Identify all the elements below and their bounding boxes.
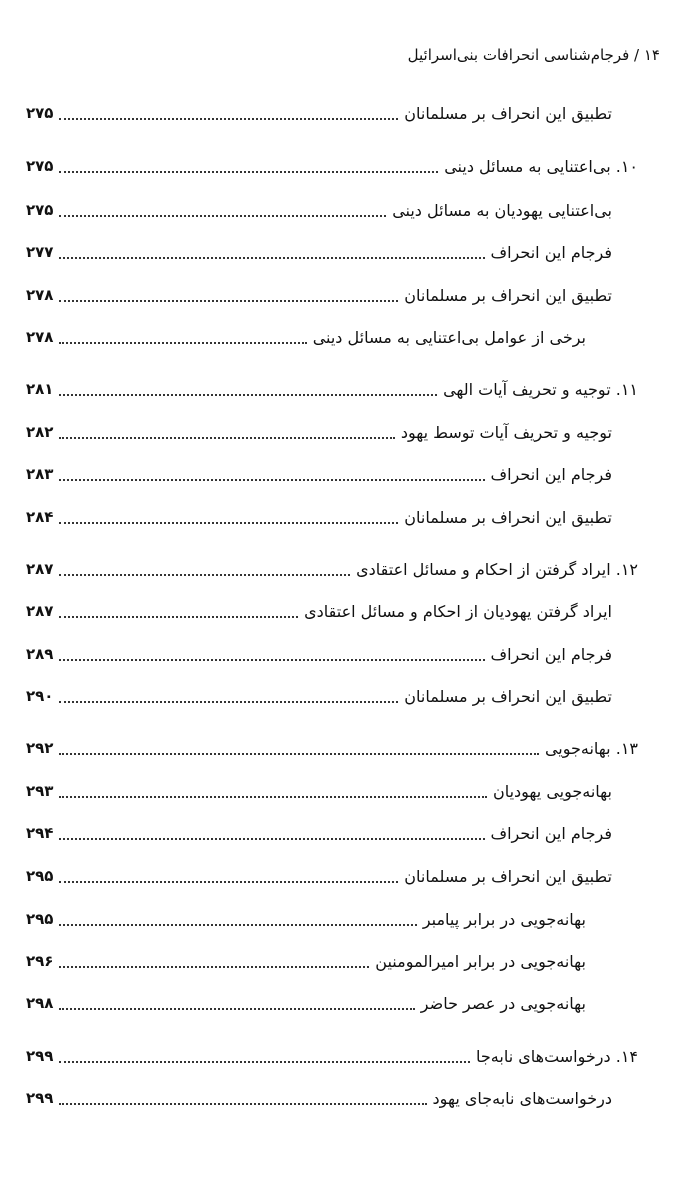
toc-entry-page: ۲۹۳ [26,782,54,800]
toc-entry-title: بهانه‌جویی یهودیان [492,781,612,801]
toc-entry-page: ۲۹۸ [26,994,54,1012]
toc-entry-title: بی‌اعتنایی یهودیان به مسائل دینی [392,200,612,220]
toc-entry [26,818,612,848]
toc-entry-page: ۲۹۹ [26,1089,54,1107]
dot-leader [59,796,486,798]
toc-entry-title: ایراد گرفتن یهودیان از احکام و مسائل اعتقادی [304,601,612,621]
dot-leader [59,881,398,883]
toc-entry-title: برخی از عوامل بی‌اعتنایی به مسائل دینی [312,327,586,347]
toc-entry-title: فرجام این انحراف [490,242,612,262]
toc-entry-title: بهانه‌جویی در برابر امیرالمومنین [375,951,586,971]
toc-entry-page: ۲۸۷ [26,560,54,578]
toc-subsub-entry [26,904,586,934]
dot-leader [59,257,484,259]
toc-entry-page: ۲۹۰ [26,687,54,705]
toc-entry-page: ۲۹۲ [26,739,54,757]
toc-entry-title: بهانه‌جویی در عصر حاضر [420,993,586,1013]
dot-leader [59,574,350,576]
toc-entry-page: ۲۷۵ [26,157,54,175]
toc-entry-title: تطبیق این انحراف بر مسلمانان [404,507,612,527]
dot-leader [59,437,394,439]
toc-entry-title: بهانه‌جویی در برابر پیامبر [422,909,586,929]
toc-entry-title: فرجام این انحراف [490,464,612,484]
toc-entry [26,237,612,267]
dot-leader [59,753,538,755]
toc-entry-title: ۱۴. درخواست‌های نابه‌جا [476,1046,638,1066]
dot-leader [59,838,484,840]
dot-leader [59,924,416,926]
toc-chapter-entry [26,733,638,763]
dot-leader [59,215,386,217]
toc-entry-page: ۲۷۵ [26,104,54,122]
toc-entry-page: ۲۹۵ [26,910,54,928]
toc-entry-page: ۲۹۶ [26,952,54,970]
toc-entry-page: ۲۷۷ [26,243,54,261]
toc-entry-page: ۲۸۱ [26,380,54,398]
dot-leader [59,659,484,661]
toc-entry-page: ۲۸۹ [26,645,54,663]
toc-entry-title: تطبیق این انحراف بر مسلمانان [404,103,612,123]
dot-leader [59,966,369,968]
toc-entry-title: تطبیق این انحراف بر مسلمانان [404,285,612,305]
toc-entry [26,502,612,532]
toc-entry-page: ۲۹۵ [26,867,54,885]
toc-entry [26,417,612,447]
dot-leader [59,171,438,173]
dot-leader [59,616,298,618]
toc-entry-title: ۱۱. توجیه و تحریف آیات الهی [443,379,638,399]
toc-entry-title: توجیه و تحریف آیات توسط یهود [400,422,612,442]
toc-entry-title: ۱۳. بهانه‌جویی [544,738,638,758]
toc-entry [26,280,612,310]
toc-entry [26,861,612,891]
dot-leader [59,300,398,302]
running-header: ۱۴ / فرجام‌شناسی انحرافات بنی‌اسرائیل [407,46,660,64]
dot-leader [59,394,437,396]
dot-leader [59,342,306,344]
dot-leader [59,118,398,120]
toc-entry [26,639,612,669]
toc-subsub-entry [26,988,586,1018]
toc-entry-page: ۲۸۷ [26,602,54,620]
toc-entry [26,1083,612,1113]
toc-entry-title: تطبیق این انحراف بر مسلمانان [404,866,612,886]
dot-leader [59,1103,426,1105]
toc-chapter-entry [26,374,638,404]
toc-entry [26,98,612,128]
toc-chapter-entry [26,554,638,584]
toc-entry-title: فرجام این انحراف [490,823,612,843]
toc-entry [26,596,612,626]
toc-entry-title: درخواست‌های نابه‌جای یهود [432,1088,612,1108]
dot-leader [59,522,398,524]
toc-entry-title: فرجام این انحراف [490,644,612,664]
dot-leader [59,1008,414,1010]
toc-entry-title: ۱۰. بی‌اعتنایی به مسائل دینی [444,156,638,176]
toc-entry [26,195,612,225]
toc-entry-page: ۲۹۴ [26,824,54,842]
toc-entry-page: ۲۷۵ [26,201,54,219]
dot-leader [59,701,398,703]
toc-entry-title: ۱۲. ایراد گرفتن از احکام و مسائل اعتقادی [356,559,638,579]
dot-leader [59,1061,470,1063]
toc-subsub-entry [26,322,586,352]
toc-chapter-entry [26,151,638,181]
toc-entry-page: ۲۸۴ [26,508,54,526]
toc-entry-page: ۲۹۹ [26,1047,54,1065]
dot-leader [59,479,484,481]
toc-subsub-entry [26,946,586,976]
toc-entry [26,776,612,806]
toc-entry [26,459,612,489]
toc-entry-page: ۲۸۲ [26,423,54,441]
toc-entry-title: تطبیق این انحراف بر مسلمانان [404,686,612,706]
toc-chapter-entry [26,1041,638,1071]
toc-entry [26,681,612,711]
toc-entry-page: ۲۷۸ [26,286,54,304]
toc-entry-page: ۲۷۸ [26,328,54,346]
toc-entry-page: ۲۸۳ [26,465,54,483]
